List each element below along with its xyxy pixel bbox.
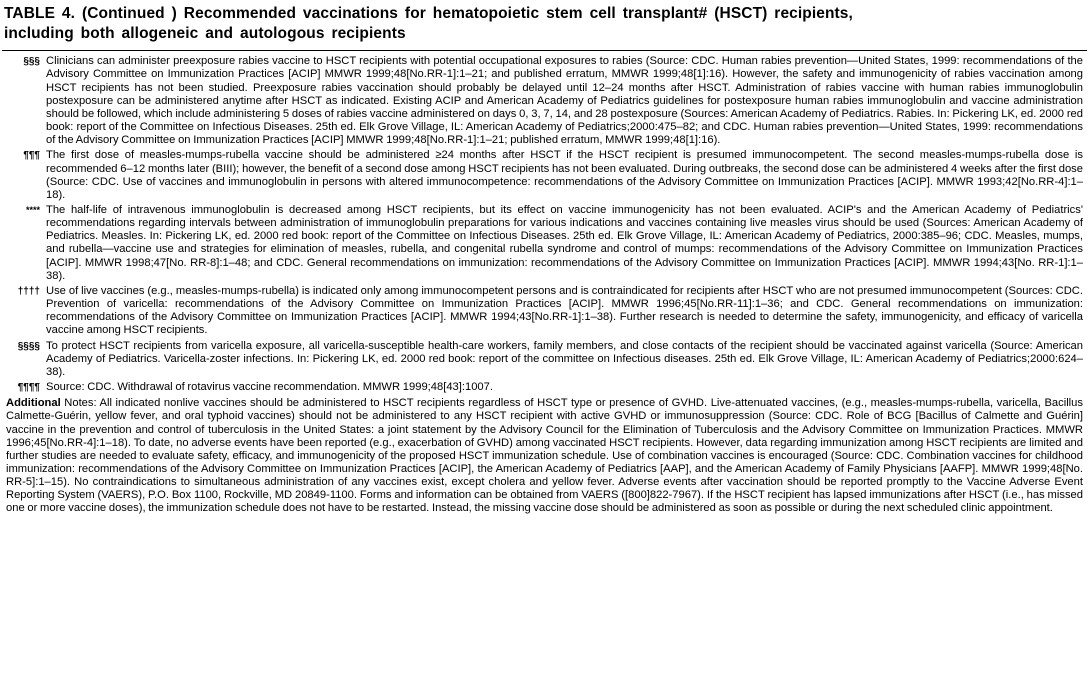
additional-notes xyxy=(0,396,1089,515)
footnote-row xyxy=(6,285,1083,338)
footnote-text: Source: CDC. Withdrawal of rotavirus vaccine recommendation. MMWR 1999;48[43]:1007. xyxy=(46,381,493,394)
footnote-row xyxy=(6,149,1083,202)
footnote-text: To protect HSCT recipients from varicella exposure, all varicella-susceptible health-care workers, family members, and close contacts of the recipient should be vaccinated against varicella (Source: American Academy of Pediatrics. Varicella-zoster infections. In: Pickering LK, ed. 2000 red book: report of the committee on Infectious diseases. 25th ed. Elk Grove Village, IL: American Academy of Pediatrics;2000:624–38). xyxy=(46,339,1083,378)
table-title xyxy=(0,0,1089,44)
additional-notes-text: Notes: All indicated nonlive vaccines should be administered to HSCT recipients regardless of HSCT type or presence of GVHD. Live-attenuated vaccines, (e.g., measles-mumps-rubella, varicella, Bacillus Calmette-Guérin, yellow fever, and oral typhoid vaccines) should not be administered to any HSCT recipient with active GVHD or immunosuppression (Source: CDC. Role of BCG [Bacillus of Calmette and Guérin] vaccine in the prevention and control of tuberculosis in the United States: a joint statement by the Advisory Council for the Elimination of Tuberculosis and the Advisory Committee on Immunization Practices. MMWR 1996;45[No.RR-4]:1–18). To date, no adverse events have been reported (e.g., exacerbation of GVHD) among vaccinated HSCT recipients. However, data regarding immunization among HSCT recipients are limited and further studies are needed to evaluate safety, efficacy, and immunogenicity of the proposed HSCT immunization schedule. Use of combination vaccines is encouraged (Source: CDC. Combination vaccines for childhood immunization: recommendations of the Advisory Committee on Immunization Practices [ACIP], the American Academy of Pediatrics [AAP], and the American Academy of Family Physicians [AAFP]. MMWR 1999;48[No. RR-5]:1–15). No contraindications to simultaneous administration of any vaccines exist, except cholera and yellow fever. Adverse events after vaccination should be reported promptly to the Vaccine Adverse Event Reporting System (VAERS), P.O. Box 1100, Rockville, MD 20849-1100. Forms and information can be obtained from VAERS ([800]822-7967). If the HSCT recipient has lapsed immunizations after HSCT (i.e., has missed one or more vaccine doses), the immunization schedule does not have to be restarted. Instead, the missing vaccine dose should be administered as soon as possible or during the next scheduled clinic appointment. xyxy=(6,397,1083,515)
footnote-marker: ¶¶¶ xyxy=(23,150,40,162)
title-divider xyxy=(2,50,1087,51)
footnote-text: The first dose of measles-mumps-rubella vaccine should be administered ≥24 months after HSCT if the HSCT recipient is presumed immunocompetent. The second measles-mumps-rubella dose is recommended 6–12 months later (BIII); however, the benefit of a second dose among HSCT recipients has not been evaluated. During outbreaks, the second dose can be administered 4 weeks after the first dose (Source: CDC. Use of vaccines and immunoglobulin in persons with altered immunocompetence: recommendations of the Advisory Committee on Immunization Practices [ACIP]. MMWR 1993;42[No.RR-4]:1–18). xyxy=(46,149,1083,201)
footnote-marker: §§§ xyxy=(23,56,40,68)
additional-notes-label: Additional xyxy=(6,397,61,410)
footnote-row xyxy=(6,381,1083,394)
footnote-row xyxy=(6,340,1083,379)
footnote-marker: †††† xyxy=(17,285,40,297)
footnote-marker: §§§§ xyxy=(17,340,40,352)
footnote-marker: **** xyxy=(25,205,40,215)
footnote-row xyxy=(6,55,1083,147)
footnote-text: Clinicians can administer preexposure rabies vaccine to HSCT recipients with potential occupational exposures to rabies (Source: CDC. Human rabies prevention—United States, 1999: recommendations of the Advisory Committee on Immunization Practices [ACIP] MMWR 1999;48[No.RR-1]:1–21; and published erratum, MMWR 1999;48[1]:16). However, the safety and immunogenicity of rabies vaccination among HSCT recipients has not been studied. Preexposure rabies vaccination should probably be delayed until 12–24 months after HSCT. Administration of rabies vaccine with human rabies immunoglobulin postexposure can be administered anytime after HSCT as indicated. Existing ACIP and American Academy of Pediatrics guidelines for postexposure human rabies immunoglobulin and vaccine administration should be followed, which include administering 5 doses of rabies vaccine administered on days 0, 3, 7, 14, and 28 postexposure (Sources: American Academy of Pediatrics. Rabies. In: Pickering LK, ed. 2000 red book: report of the Committee on Infectious Diseases. 25th ed. Elk Grove Village, IL: American Academy of Pediatrics;2000:475–82; and CDC. Human rabies prevention—United States, 1999: recommendations of the Advisory Committee on Immunization Practices [ACIP] MMWR 1999;48[No.RR-1]:1–21; published erratum, MMWR 1999;48[1]:16). xyxy=(46,55,1083,147)
footnote-text: The half-life of intravenous immunoglobulin is decreased among HSCT recipients, but its effect on vaccine immunogenicity has not been evaluated. ACIP's and the American Academy of Pediatrics' recommendations regarding intervals between administration of immunoglobulin preparations for various indications and vaccines containing live measles virus should be used (Sources: American Academy of Pediatrics. Measles. In: Pickering LK, ed. 2000 red book: report of the Committee on Infectious Diseases. 25th ed. Elk Grove Village, IL: American Academy of Pediatrics, 2000:385–96; CDC. Measles, mumps, and rubella—vaccine use and strategies for elimination of measles, rubella, and congenital rubella syndrome and control of mumps: recommendations of the Advisory Committee on Immunization Practices [ACIP]. MMWR 1998;47[No. RR-8]:1–48; and CDC. General recommendations on immunization: recommendations of the Advisory Committee on Immunization Practices [ACIP]. MMWR 1994;43[No. RR-1]:1–38). xyxy=(46,204,1083,282)
footnote-text: Use of live vaccines (e.g., measles-mumps-rubella) is indicated only among immunocompetent persons and is contraindicated for recipients after HSCT who are not presumed immunocompetent (Sources: CDC. Prevention of varicella: recommendations of the Advisory Committee on Immunization Practices [ACIP]. MMWR 1996;45[No.RR-11]:1–36; and CDC. General recommendations on immunization: recommendations of the Advisory Committee on Immunization Practices [ACIP]. MMWR 1994;43[No.RR-1]:1–38). Further research is needed to determine the safety, immunogenicity, and efficacy of varicella vaccine among HSCT recipients. xyxy=(46,284,1083,337)
table-title-line-1: TABLE 4. (Continued ) Recommended vaccinations for hematopoietic stem cell transplant# (HSCT) recipients, xyxy=(4,5,853,22)
table-title-line-2: including both allogeneic and autologous recipients xyxy=(4,25,406,43)
footnotes-list xyxy=(0,55,1089,394)
footnote-marker: ¶¶¶¶ xyxy=(17,382,40,394)
footnote-row xyxy=(6,204,1083,283)
